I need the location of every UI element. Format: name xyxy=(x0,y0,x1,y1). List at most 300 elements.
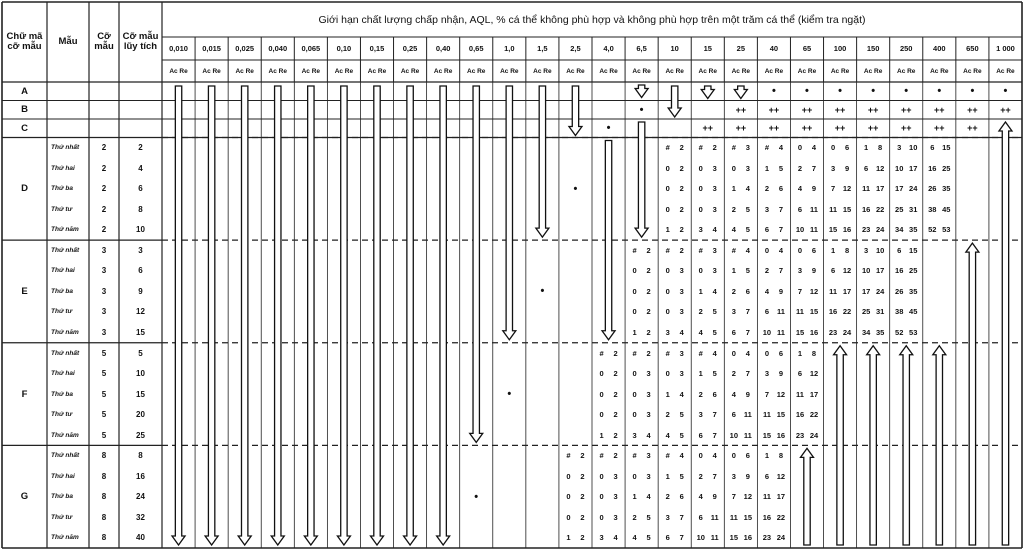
aql-level: 1 000 xyxy=(996,44,1015,53)
reject-number: 3 xyxy=(679,307,684,317)
accept-number: 4 xyxy=(665,430,670,440)
down-arrow-icon-shape xyxy=(437,86,450,545)
accept-number: 6 xyxy=(698,512,703,522)
down-arrow-icon xyxy=(404,86,417,545)
not-applicable-mark: • xyxy=(1003,85,1008,98)
down-arrow-icon-shape xyxy=(569,86,582,136)
accept-number: 3 xyxy=(897,143,902,153)
accept-number: 16 xyxy=(828,307,838,317)
accept-number: 0 xyxy=(764,245,769,255)
cumulative-size: 5 xyxy=(138,348,143,358)
cumulative-size: 25 xyxy=(136,430,145,440)
header-sample: Mẫu xyxy=(58,36,78,47)
accept-number: 4 xyxy=(797,184,803,194)
accept-number: 6 xyxy=(764,225,769,235)
accept-number: 4 xyxy=(632,533,637,543)
accept-number: 3 xyxy=(830,163,836,173)
reject-number: 2 xyxy=(679,245,684,255)
down-arrow-icon-shape xyxy=(635,85,648,98)
accept-number: 2 xyxy=(797,163,803,173)
sample-name: Thứ hai xyxy=(51,164,75,172)
reject-number: 11 xyxy=(776,307,785,317)
ac-re-label: Ac Re xyxy=(533,67,552,75)
reject-number: 2 xyxy=(613,389,618,399)
cumulative-size: 10 xyxy=(136,225,145,235)
ac-re-label: Ac Re xyxy=(235,67,254,75)
reject-number: 3 xyxy=(679,369,684,379)
ac-re-label: Ac Re xyxy=(301,67,321,75)
reject-number: 5 xyxy=(712,307,717,317)
reject-number: 6 xyxy=(679,492,684,502)
sample-name: Thứ tư xyxy=(51,411,73,419)
down-arrow-icon-shape xyxy=(701,86,714,99)
aql-level: 100 xyxy=(833,44,847,53)
accept-number: 0 xyxy=(566,492,571,502)
accept-number: 15 xyxy=(762,430,772,440)
accept-number: 3 xyxy=(864,245,869,255)
sample-size: 2 xyxy=(101,204,107,214)
reject-number: 11 xyxy=(710,533,719,543)
not-applicable-mark: • xyxy=(771,85,776,98)
reject-number: 45 xyxy=(909,307,918,317)
accept-number: 6 xyxy=(797,204,803,214)
accept-number: 23 xyxy=(828,327,838,337)
code-letter: A xyxy=(21,85,28,97)
accept-number: 34 xyxy=(861,327,871,337)
accept-number: 3 xyxy=(698,410,703,420)
sample-size: 2 xyxy=(101,184,107,194)
accept-number: 1 xyxy=(698,369,703,379)
code-letter: D xyxy=(21,183,28,195)
accept-number: 0 xyxy=(698,163,703,173)
use-alt-plan-mark: ++ xyxy=(900,104,912,115)
reject-number: 3 xyxy=(679,266,684,276)
up-arrow-icon-shape xyxy=(900,346,913,545)
up-arrow-icon-shape xyxy=(801,448,814,545)
accept-number: 3 xyxy=(797,266,803,276)
reject-number: 3 xyxy=(712,184,717,194)
accept-number: 1 xyxy=(566,533,571,543)
reject-number: 2 xyxy=(646,245,651,255)
sample-name: Thứ ba xyxy=(51,185,73,193)
ac-re-label: Ac Re xyxy=(830,67,850,75)
reject-number: 9 xyxy=(811,266,817,276)
aql-level: 2,5 xyxy=(570,44,581,53)
accept-number: 10 xyxy=(729,430,738,440)
reject-number: 2 xyxy=(580,533,585,543)
accept-number: 11 xyxy=(829,204,838,214)
cumulative-size: 15 xyxy=(136,327,145,337)
ac-re-label: Ac Re xyxy=(665,67,684,75)
accept-number: 0 xyxy=(566,471,571,481)
reject-number: 2 xyxy=(613,430,618,440)
reject-number: 11 xyxy=(810,225,818,235)
reject-number: 15 xyxy=(909,245,918,255)
sample-size: 5 xyxy=(101,410,107,420)
sample-name: Thứ ba xyxy=(51,287,73,295)
accept-number: 2 xyxy=(731,369,736,379)
reject-number: 4 xyxy=(679,389,684,399)
down-arrow-icon-shape xyxy=(635,122,648,237)
accept-number: 0 xyxy=(698,204,703,214)
reject-number: 10 xyxy=(875,245,885,255)
not-applicable-mark: • xyxy=(606,122,611,135)
reject-number: 4 xyxy=(613,533,618,543)
down-arrow-icon-shape xyxy=(503,86,516,340)
accept-number: 25 xyxy=(861,307,871,317)
up-arrow-icon xyxy=(999,122,1012,545)
accept-number: # xyxy=(764,143,769,153)
reject-number: 2 xyxy=(679,163,684,173)
down-arrow-icon xyxy=(635,122,648,237)
reject-number: 9 xyxy=(745,471,750,481)
accept-number: 2 xyxy=(764,266,769,276)
accept-number: 1 xyxy=(665,389,670,399)
header-title: Giới hạn chất lượng chấp nhận, AQL, % cá thể không phù hợp và không phù hợp trên một trăm cá thể (kiểm tra ngặt) xyxy=(318,13,866,26)
accept-number: 1 xyxy=(698,286,703,296)
sample-size: 5 xyxy=(101,348,107,358)
reject-number: 8 xyxy=(844,245,850,255)
reject-number: 22 xyxy=(809,410,819,420)
accept-number: 1 xyxy=(797,348,803,358)
reject-number: 11 xyxy=(810,204,818,214)
reject-number: 15 xyxy=(842,204,852,214)
accept-number: 0 xyxy=(632,369,637,379)
accept-number: 23 xyxy=(861,225,871,235)
aql-level: 6,5 xyxy=(636,44,647,53)
reject-number: 2 xyxy=(613,348,618,358)
reject-number: 3 xyxy=(613,492,618,502)
reject-number: 15 xyxy=(743,512,752,522)
code-letter: G xyxy=(20,491,29,503)
accept-number: 0 xyxy=(665,286,670,296)
reject-number: 35 xyxy=(909,286,918,296)
header-cumulative: Cỡ mẫu lũy tích xyxy=(122,31,159,52)
use-alt-plan-mark: ++ xyxy=(900,123,912,134)
accept-number: # xyxy=(632,348,637,358)
reject-number: 17 xyxy=(875,266,885,276)
accept-number: 6 xyxy=(930,143,935,153)
not-applicable-mark: • xyxy=(540,285,545,298)
reject-number: 17 xyxy=(809,389,819,399)
accept-number: 0 xyxy=(764,348,769,358)
reject-number: 3 xyxy=(679,286,684,296)
down-arrow-icon xyxy=(271,86,284,545)
sample-size: 8 xyxy=(101,512,107,522)
reject-number: 9 xyxy=(745,389,750,399)
reject-number: 4 xyxy=(745,348,750,358)
ac-re-label: Ac Re xyxy=(996,67,1015,75)
accept-number: 2 xyxy=(698,389,703,399)
accept-number: 2 xyxy=(764,184,769,194)
ac-re-label: Ac Re xyxy=(731,67,751,75)
accept-number: 3 xyxy=(731,307,736,317)
reject-number: 4 xyxy=(679,327,684,337)
reject-number: 17 xyxy=(909,163,918,173)
not-applicable-mark: • xyxy=(474,490,479,503)
use-alt-plan-mark: ++ xyxy=(967,123,978,134)
accept-number: 16 xyxy=(861,204,871,214)
accept-number: 6 xyxy=(797,369,803,379)
reject-number: 6 xyxy=(811,245,817,255)
reject-number: 25 xyxy=(909,266,918,276)
reject-number: 2 xyxy=(679,204,684,214)
reject-number: 2 xyxy=(580,512,585,522)
cumulative-size: 20 xyxy=(136,410,145,420)
sample-name: Thứ năm xyxy=(51,431,79,439)
accept-number: 11 xyxy=(796,307,804,317)
reject-number: 4 xyxy=(679,451,684,461)
reject-number: 7 xyxy=(745,307,750,317)
accept-number: 0 xyxy=(665,266,670,276)
reject-number: 12 xyxy=(842,266,852,276)
reject-number: 9 xyxy=(778,286,783,296)
cumulative-size: 15 xyxy=(136,389,145,399)
reject-number: 17 xyxy=(776,492,786,502)
accept-number: 16 xyxy=(928,163,937,173)
reject-number: 7 xyxy=(679,512,684,522)
reject-number: 12 xyxy=(809,369,819,379)
sample-name: Thứ hai xyxy=(51,370,75,378)
accept-number: 0 xyxy=(632,471,637,481)
sample-name: Thứ năm xyxy=(51,226,79,234)
reject-number: 3 xyxy=(679,348,684,358)
not-applicable-mark: • xyxy=(871,85,876,98)
sample-size: 3 xyxy=(101,266,107,276)
cumulative-size: 2 xyxy=(138,143,143,153)
reject-number: 22 xyxy=(875,204,885,214)
reject-number: 7 xyxy=(778,266,783,276)
accept-number: 6 xyxy=(764,307,769,317)
reject-number: 35 xyxy=(909,225,918,235)
down-arrow-icon-shape xyxy=(337,86,350,545)
aql-level: 15 xyxy=(703,44,712,53)
reject-number: 4 xyxy=(712,348,717,358)
down-arrow-icon-shape xyxy=(304,86,317,545)
accept-number: 6 xyxy=(830,266,836,276)
sample-name: Thứ tư xyxy=(51,308,73,316)
accept-number: 0 xyxy=(698,451,703,461)
down-arrow-icon-shape xyxy=(668,86,681,117)
aql-level: 0,15 xyxy=(369,44,385,53)
aql-level: 1,0 xyxy=(504,44,515,53)
sample-size: 2 xyxy=(101,163,107,173)
reject-number: 3 xyxy=(646,471,651,481)
accept-number: 7 xyxy=(797,286,803,296)
accept-number: # xyxy=(632,451,637,461)
accept-number: 4 xyxy=(698,327,703,337)
use-alt-plan-mark: ++ xyxy=(768,123,780,134)
accept-number: 2 xyxy=(731,204,736,214)
reject-number: 4 xyxy=(712,451,717,461)
accept-number: 1 xyxy=(599,430,604,440)
accept-number: 1 xyxy=(665,225,670,235)
reject-number: 2 xyxy=(646,348,651,358)
accept-number: 3 xyxy=(599,533,604,543)
reject-number: 6 xyxy=(778,348,783,358)
ac-re-label: Ac Re xyxy=(863,67,883,75)
aql-level: 10 xyxy=(670,44,679,53)
down-arrow-icon xyxy=(205,86,218,545)
accept-number: 52 xyxy=(928,225,937,235)
reject-number: 2 xyxy=(679,184,684,194)
reject-number: 24 xyxy=(909,184,918,194)
aql-level: 0,25 xyxy=(402,44,418,53)
accept-number: 1 xyxy=(764,163,769,173)
aql-level: 0,10 xyxy=(336,44,352,53)
use-alt-plan-mark: ++ xyxy=(768,104,780,115)
reject-number: 5 xyxy=(712,369,717,379)
sample-size: 8 xyxy=(101,533,107,543)
reject-number: 7 xyxy=(811,163,817,173)
reject-number: 3 xyxy=(613,471,618,481)
reject-number: 4 xyxy=(712,225,717,235)
accept-number: 0 xyxy=(665,369,670,379)
accept-number: 16 xyxy=(895,266,904,276)
accept-number: 0 xyxy=(698,184,703,194)
down-arrow-icon-shape xyxy=(371,86,384,545)
accept-number: 0 xyxy=(665,204,670,214)
sample-name: Thứ nhất xyxy=(51,144,80,152)
accept-number: 0 xyxy=(731,163,736,173)
down-arrow-icon-shape xyxy=(734,86,747,99)
cumulative-size: 32 xyxy=(136,512,145,522)
reject-number: 2 xyxy=(613,410,618,420)
accept-number: 1 xyxy=(764,451,769,461)
reject-number: 9 xyxy=(712,492,717,502)
use-alt-plan-mark: ++ xyxy=(801,123,813,134)
reject-number: 17 xyxy=(842,286,852,296)
cumulative-size: 40 xyxy=(136,533,145,543)
aql-level: 400 xyxy=(933,44,946,53)
code-letter: E xyxy=(21,285,28,297)
down-arrow-icon xyxy=(172,86,185,545)
accept-number: 3 xyxy=(665,512,670,522)
accept-number: 2 xyxy=(698,307,703,317)
reject-number: 5 xyxy=(745,266,750,276)
cumulative-size: 8 xyxy=(138,451,143,461)
reject-number: 5 xyxy=(646,533,651,543)
sample-name: Thứ nhất xyxy=(51,452,80,460)
use-alt-plan-mark: ++ xyxy=(735,123,747,134)
reject-number: 25 xyxy=(942,163,951,173)
accept-number: 0 xyxy=(566,512,571,522)
accept-number: 4 xyxy=(731,225,736,235)
sample-name: Thứ năm xyxy=(51,534,79,542)
down-arrow-icon xyxy=(437,86,450,545)
accept-number: 10 xyxy=(762,327,772,337)
reject-number: 15 xyxy=(942,143,951,153)
reject-number: 24 xyxy=(875,286,885,296)
accept-number: 6 xyxy=(864,163,869,173)
accept-number: 3 xyxy=(698,225,703,235)
reject-number: 24 xyxy=(776,533,786,543)
reject-number: 8 xyxy=(811,348,817,358)
accept-number: 6 xyxy=(731,410,736,420)
sample-size: 5 xyxy=(101,389,107,399)
ac-re-label: Ac Re xyxy=(334,67,354,75)
aql-level: 25 xyxy=(736,44,745,53)
down-arrow-icon xyxy=(536,86,549,237)
accept-number: 4 xyxy=(731,389,736,399)
use-alt-plan-mark: ++ xyxy=(834,123,846,134)
accept-number: 7 xyxy=(731,492,736,502)
accept-number: 7 xyxy=(830,184,836,194)
ac-re-label: Ac Re xyxy=(566,67,585,75)
accept-number: # xyxy=(698,348,703,358)
ac-re-label: Ac Re xyxy=(764,67,784,75)
reject-number: 5 xyxy=(646,512,651,522)
reject-number: 9 xyxy=(811,184,817,194)
use-alt-plan-mark: ++ xyxy=(834,104,846,115)
use-alt-plan-mark: ++ xyxy=(934,104,945,115)
sample-name: Thứ ba xyxy=(51,493,73,501)
accept-number: 0 xyxy=(632,307,637,317)
accept-number: 10 xyxy=(861,266,871,276)
not-applicable-mark: • xyxy=(937,85,942,98)
down-arrow-icon-shape xyxy=(271,86,284,545)
accept-number: 6 xyxy=(698,430,703,440)
reject-number: 35 xyxy=(875,327,885,337)
use-alt-plan-mark: ++ xyxy=(702,123,713,134)
reject-number: 12 xyxy=(842,184,852,194)
use-alt-plan-mark: ++ xyxy=(801,104,813,115)
cumulative-size: 12 xyxy=(136,307,145,317)
ac-re-label: Ac Re xyxy=(400,67,420,75)
aql-level: 150 xyxy=(866,44,880,53)
reject-number: 5 xyxy=(679,471,684,481)
not-applicable-mark: • xyxy=(970,85,975,98)
reject-number: 7 xyxy=(778,204,783,214)
accept-number: 1 xyxy=(731,266,736,276)
accept-number: 1 xyxy=(632,327,637,337)
reject-number: 7 xyxy=(679,533,684,543)
reject-number: 53 xyxy=(909,327,918,337)
reject-number: 3 xyxy=(745,163,750,173)
reject-number: 2 xyxy=(646,266,651,276)
down-arrow-icon xyxy=(470,86,483,442)
reject-number: 2 xyxy=(679,143,684,153)
reject-number: 7 xyxy=(712,410,717,420)
cumulative-size: 6 xyxy=(138,266,143,276)
not-applicable-mark: • xyxy=(639,103,644,116)
accept-number: 10 xyxy=(696,533,705,543)
code-letter: F xyxy=(21,388,28,400)
sample-name: Thứ tư xyxy=(51,513,73,521)
accept-number: # xyxy=(599,451,604,461)
reject-number: 15 xyxy=(776,410,786,420)
accept-number: # xyxy=(665,143,670,153)
not-applicable-mark: • xyxy=(573,182,578,195)
accept-number: 16 xyxy=(795,410,805,420)
accept-number: 0 xyxy=(698,266,703,276)
cumulative-size: 9 xyxy=(138,286,143,296)
accept-number: 3 xyxy=(764,369,769,379)
cumulative-size: 10 xyxy=(136,369,145,379)
use-alt-plan-mark: ++ xyxy=(1000,104,1011,115)
ac-re-label: Ac Re xyxy=(797,67,817,75)
accept-number: # xyxy=(698,245,703,255)
accept-number: 2 xyxy=(731,286,736,296)
aql-level: 650 xyxy=(966,44,979,53)
down-arrow-icon xyxy=(701,86,714,99)
down-arrow-icon xyxy=(238,86,251,545)
accept-number: 3 xyxy=(632,430,637,440)
accept-number: 0 xyxy=(599,512,604,522)
accept-number: 4 xyxy=(698,492,703,502)
use-alt-plan-mark: ++ xyxy=(967,104,978,115)
aql-level: 250 xyxy=(899,44,913,53)
